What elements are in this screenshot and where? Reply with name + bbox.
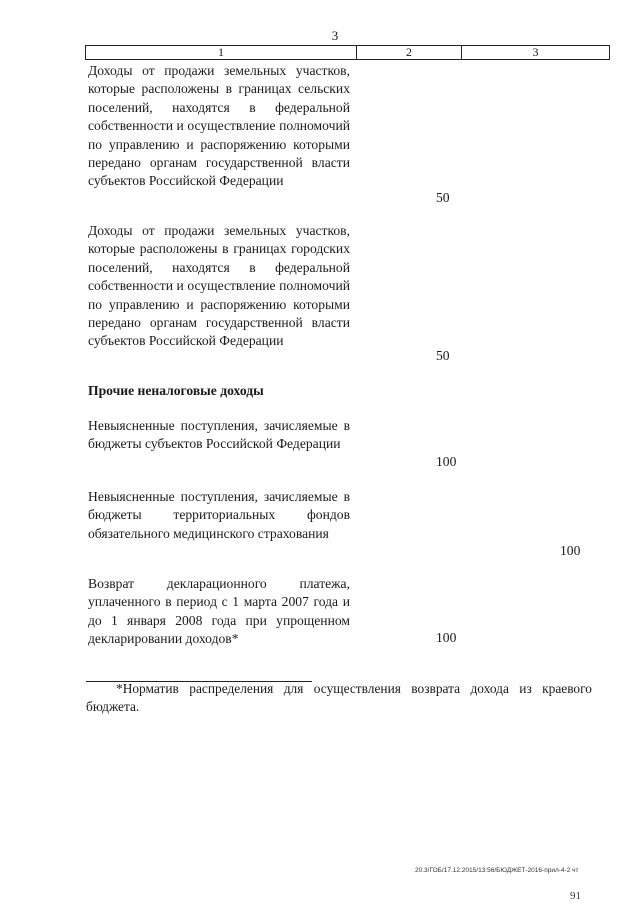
row-description: Возврат декларационного платежа, уплаченного в период с 1 марта 2007 года и до 1 января 2008 года при упрощенном декларировании доходов* [88, 576, 350, 647]
section-heading: Прочие неналоговые доходы [88, 383, 264, 398]
row-value-col3: 100 [560, 543, 581, 558]
document-stamp: 20.3/ГОБ/17.12.2015/13:56/БЮДЖЕТ-2016-прил-4-2 чт [415, 867, 579, 874]
row-description: Невыясненные поступления, зачисляемые в бюджеты субъектов Российской Федерации [88, 418, 350, 452]
header-col-1: 1 [86, 46, 357, 59]
header-col-3: 3 [532, 45, 539, 59]
footnote: *Норматив распределения для осуществления возврата дохода из краевого бюджета. [86, 681, 592, 714]
corner-mark: 91 [570, 890, 581, 902]
row-value-col2: 100 [436, 630, 457, 645]
row-description: Невыясненные поступления, зачисляемые в бюджеты территориальных фондов обязательного медицинского страхования [88, 489, 350, 541]
row-value-col2: 50 [436, 190, 450, 205]
page-number: 3 [331, 28, 339, 43]
row-description: Доходы от продажи земельных участков, которые расположены в границах сельских поселений, находятся в федеральной собственности и осуществление полномочий по управлению и распоряжению которыми передано органам государственной власти субъектов Российской Федерации [88, 63, 350, 189]
row-description: Доходы от продажи земельных участков, которые расположены в границах городских поселений, находятся в федеральной собственности и осуществление полномочий по управлению и распоряжению которыми передано органам государственной власти субъектов Российской Федерации [88, 223, 350, 349]
row-value-col2: 100 [436, 454, 457, 469]
header-col-2: 2 [357, 46, 462, 59]
row-value-col2: 50 [436, 348, 450, 363]
table-header [85, 45, 610, 60]
